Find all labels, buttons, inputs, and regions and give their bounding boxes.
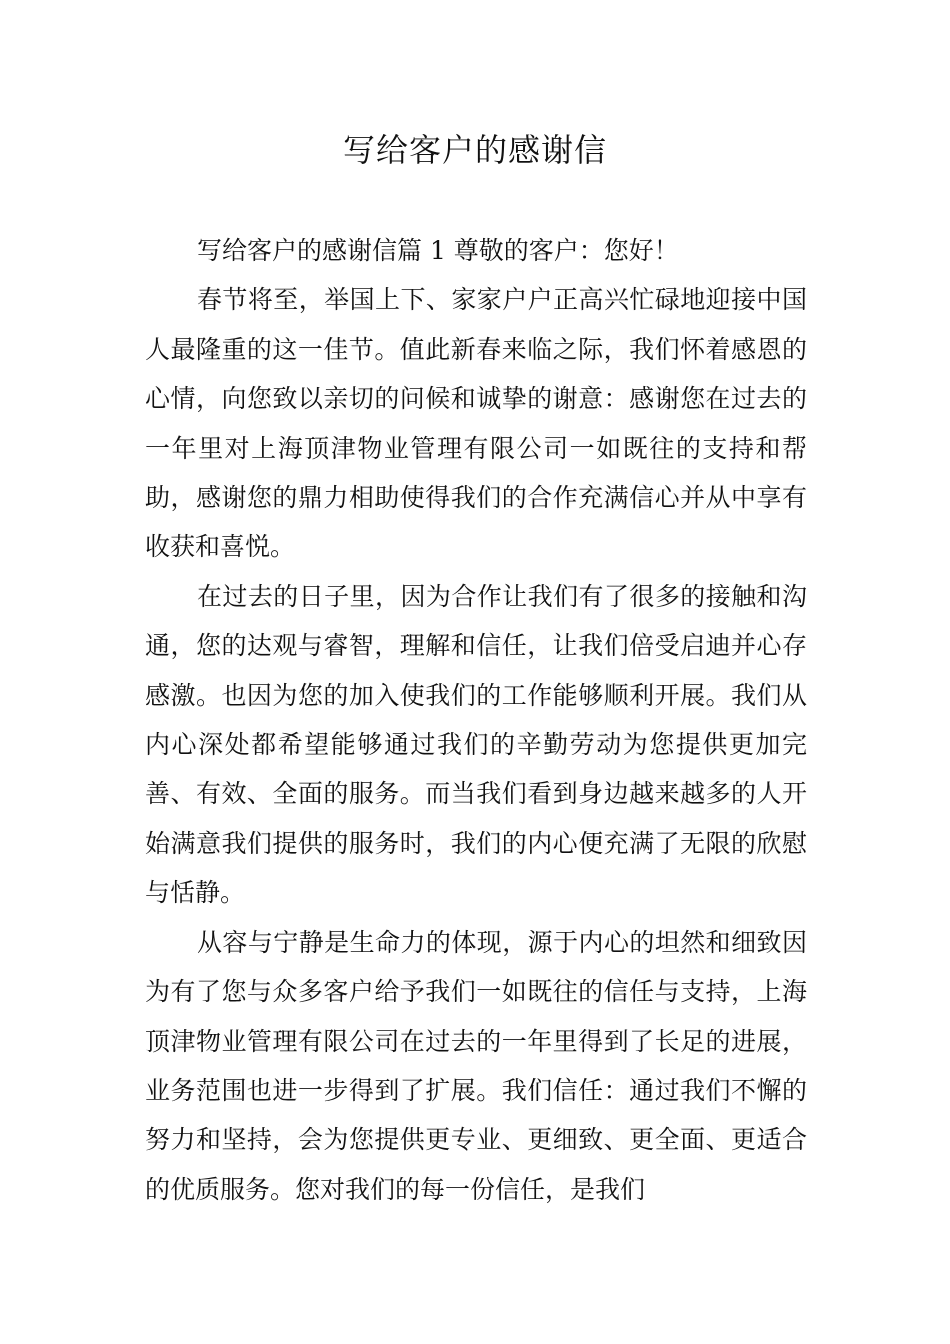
paragraph-greeting: 写给客户的感谢信篇 1 尊敬的客户：您好！ (197, 236, 679, 265)
document-title: 写给客户的感谢信 (342, 131, 607, 169)
paragraph-1: 春节将至，举国上下、家家户户正高兴忙碌地迎接中国人最隆重的这一佳节。值此新春来临之际，我们怀着感恩的心情，向您致以亲切的问候和诚挚的谢意：感谢您在过去的一年里对上海顶津物业管理有限公司一如既往的支持和帮助，感谢您的鼎力相助使得我们的合作充满信心并从中享有收获和喜悦。 (145, 285, 807, 562)
paragraph-3: 从容与宁静是生命力的体现，源于内心的坦然和细致因为有了您与众多客户给予我们一如既往的信任与支持，上海顶津物业管理有限公司在过去的一年里得到了长足的进展，业务范围也进一步得到了扩展。我们信任：通过我们不懈的努力和坚持，会为您提供更专业、更细致、更全面、更适合的优质服务。您对我们的每一份信任，是我们 (145, 927, 807, 1204)
paragraph-2: 在过去的日子里，因为合作让我们有了很多的接触和沟通，您的达观与睿智，理解和信任，让我们倍受启迪并心存感激。也因为您的加入使我们的工作能够顺利开展。我们从内心深处都希望能够通过我们的辛勤劳动为您提供更加完善、有效、全面的服务。而当我们看到身边越来越多的人开始满意我们提供的服务时，我们的内心便充满了无限的欣慰与恬静。 (145, 581, 807, 908)
letter-body (145, 226, 807, 1214)
